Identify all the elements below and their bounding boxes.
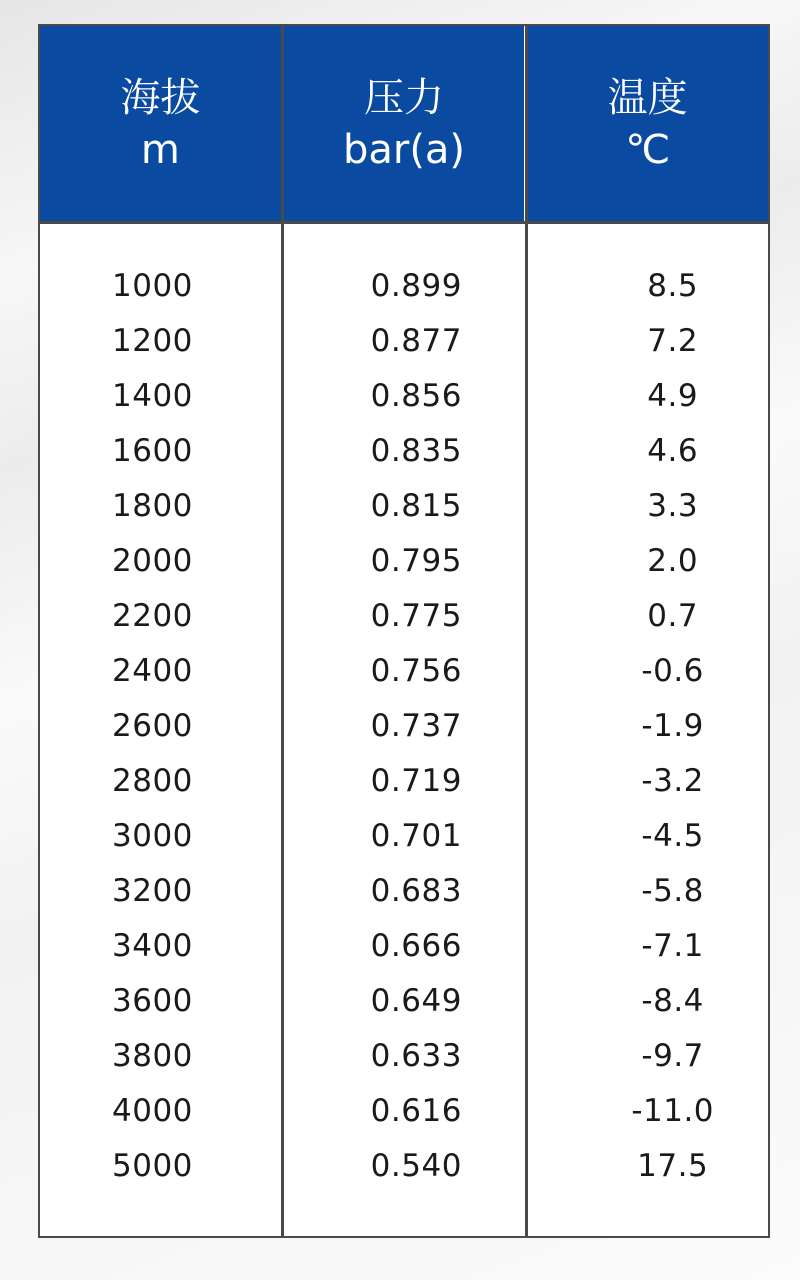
temperature-cell: 7.2 [647,322,699,359]
pressure-cell: 0.737 [370,707,462,744]
temperature-cell: -9.7 [641,1037,704,1074]
pressure-cell: 0.775 [370,597,462,634]
altitude-cell: 1400 [112,377,193,414]
altitude-cell: 5000 [112,1147,193,1184]
pressure-cell: 0.815 [370,487,462,524]
temperature-cell: 3.3 [647,487,699,524]
temperature-cell: -3.2 [641,762,704,799]
table-row [40,753,768,808]
temperature-cell: -4.5 [641,817,704,854]
temperature-cell: 2.0 [647,542,699,579]
altitude-cell: 3800 [112,1037,193,1074]
temperature-cell: 4.9 [647,377,699,414]
header-altitude-unit: m [140,126,180,173]
temperature-cell: -8.4 [641,982,704,1019]
temperature-cell: 0.7 [647,597,699,634]
altitude-cell: 4000 [112,1092,193,1129]
table-row [40,313,768,368]
temperature-cell: -0.6 [641,652,704,689]
table-row [40,533,768,588]
altitude-cell: 1800 [112,487,193,524]
table-row [40,808,768,863]
table-row [40,368,768,423]
altitude-cell: 3200 [112,872,193,909]
pressure-cell: 0.633 [370,1037,462,1074]
header-pressure [284,26,525,221]
table-row [40,588,768,643]
altitude-cell: 2400 [112,652,193,689]
table-row [40,1083,768,1138]
header-divider [40,221,768,224]
altitude-cell: 1600 [112,432,193,469]
pressure-cell: 0.666 [370,927,462,964]
altitude-cell: 2200 [112,597,193,634]
table-row [40,1138,768,1193]
pressure-cell: 0.649 [370,982,462,1019]
header-temperature [527,26,768,221]
header-pressure-unit: bar(a) [342,126,466,173]
altitude-table [38,24,770,1238]
pressure-cell: 0.795 [370,542,462,579]
temperature-cell: -7.1 [641,927,704,964]
header-altitude-title: 海拔 [120,74,201,121]
altitude-cell: 1000 [112,267,193,304]
table-row [40,423,768,478]
altitude-cell: 3000 [112,817,193,854]
table-header [40,26,768,221]
temperature-cell: 17.5 [637,1147,709,1184]
temperature-cell: 8.5 [647,267,699,304]
header-pressure-title: 压力 [364,74,444,121]
table-row [40,1028,768,1083]
table-row [40,863,768,918]
pressure-cell: 0.835 [370,432,462,469]
pressure-cell: 0.701 [370,817,462,854]
table-body [40,258,768,1193]
pressure-cell: 0.683 [370,872,462,909]
table-row [40,918,768,973]
altitude-cell: 2800 [112,762,193,799]
altitude-cell: 2000 [112,542,193,579]
altitude-cell: 2600 [112,707,193,744]
header-temperature-title: 温度 [607,74,688,121]
pressure-cell: 0.540 [370,1147,462,1184]
pressure-cell: 0.719 [370,762,462,799]
altitude-cell: 3600 [112,982,193,1019]
pressure-cell: 0.877 [370,322,462,359]
table-row [40,478,768,533]
altitude-cell: 3400 [112,927,193,964]
pressure-cell: 0.899 [370,267,462,304]
pressure-cell: 0.616 [370,1092,462,1129]
table-row [40,643,768,698]
header-temperature-unit: ℃ [625,126,671,173]
table-row [40,698,768,753]
table-row [40,258,768,313]
altitude-cell: 1200 [112,322,193,359]
temperature-cell: 4.6 [647,432,699,469]
header-altitude [40,26,281,221]
temperature-cell: -1.9 [641,707,704,744]
pressure-cell: 0.756 [370,652,462,689]
temperature-cell: -5.8 [641,872,704,909]
pressure-cell: 0.856 [370,377,462,414]
table-row [40,973,768,1028]
temperature-cell: -11.0 [631,1092,715,1129]
